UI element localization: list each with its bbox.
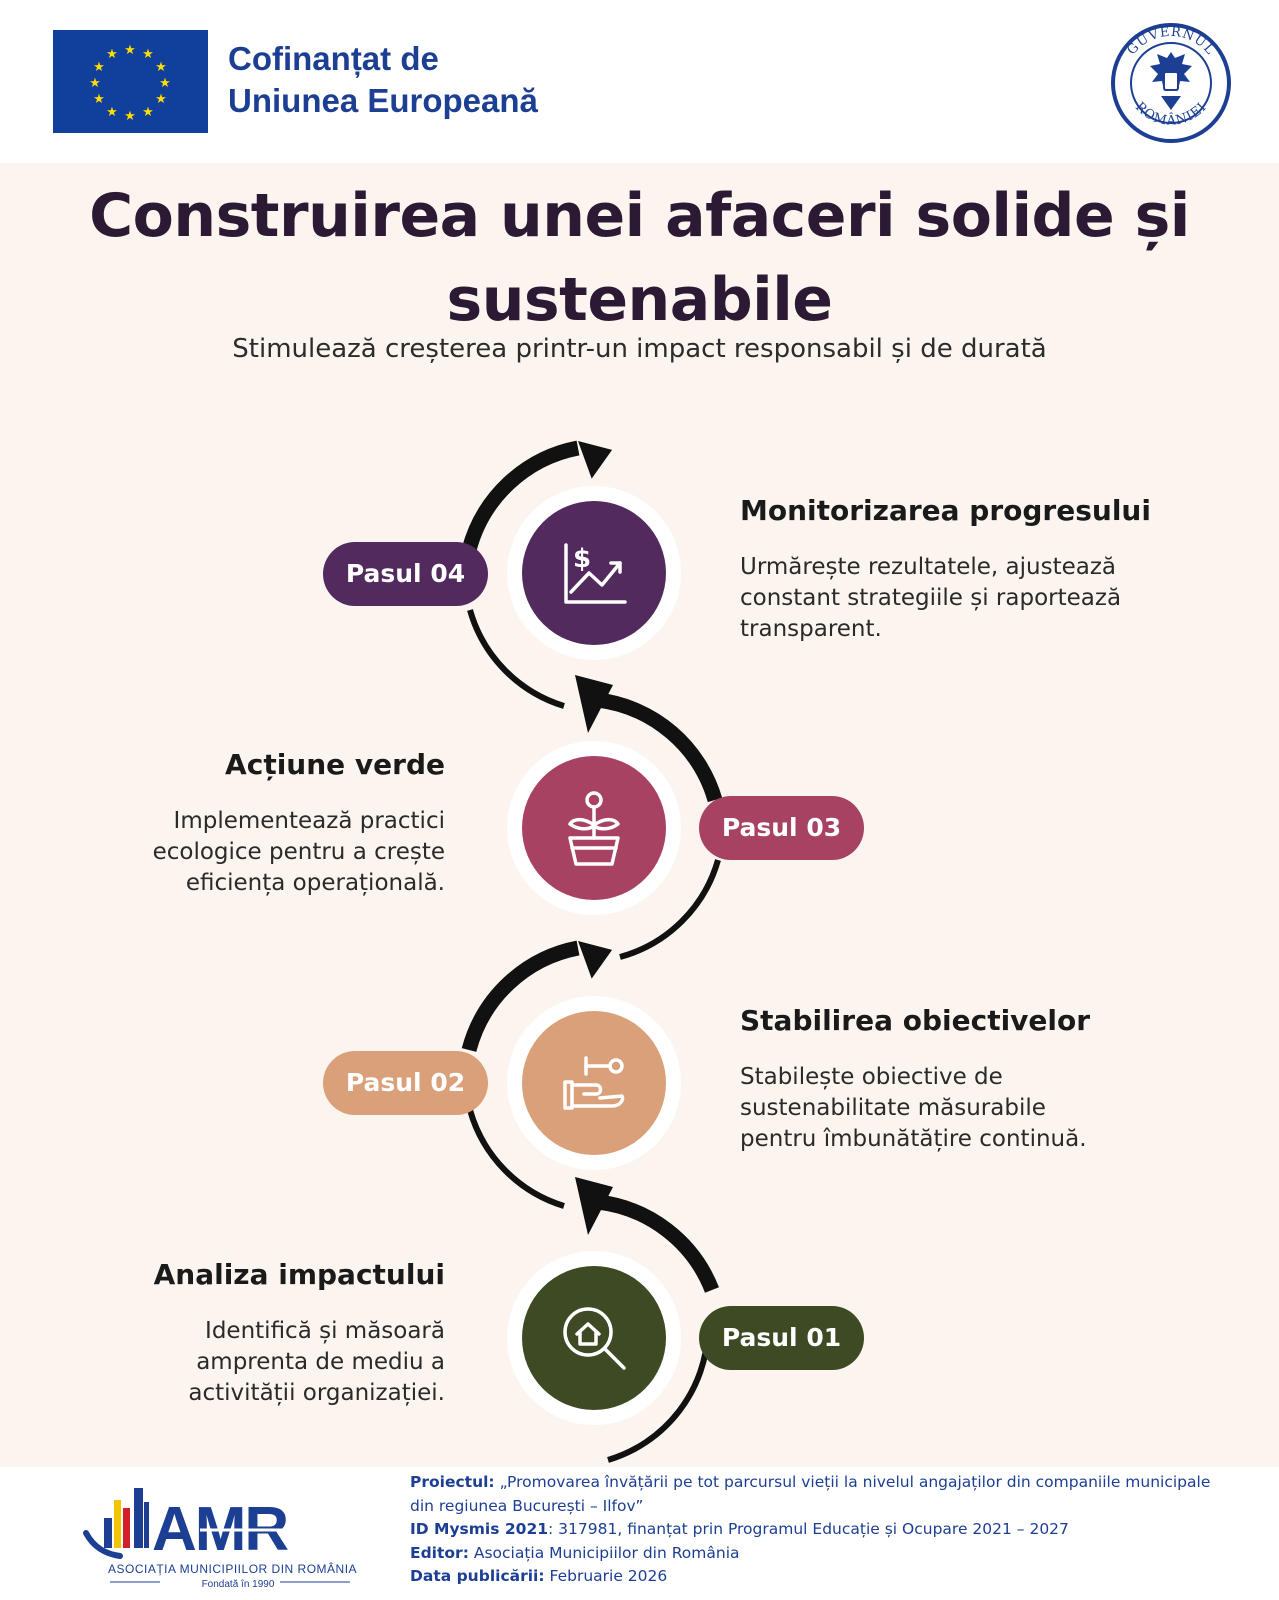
date-label: Data publicării: bbox=[410, 1567, 545, 1585]
step-1-desc-line: activității organizației. bbox=[188, 1380, 445, 1406]
svg-text:★: ★ bbox=[93, 92, 105, 107]
step-3-desc-line: eficiența operațională. bbox=[185, 870, 445, 896]
amr-founded: Fondată în 1990 bbox=[201, 1579, 275, 1590]
svg-text:★: ★ bbox=[142, 47, 154, 62]
date-line bbox=[410, 1565, 1250, 1589]
step-2-desc-line: sustenabilitate măsurabile bbox=[740, 1095, 1046, 1121]
step-1-description bbox=[100, 1316, 445, 1409]
eu-line-1: Cofinanțat de bbox=[228, 40, 439, 77]
editor-label: Editor: bbox=[410, 1543, 469, 1562]
svg-text:★: ★ bbox=[155, 60, 167, 75]
step-3-description bbox=[100, 806, 445, 899]
step-2-description bbox=[740, 1062, 1160, 1155]
project-line-2: din regiunea București – Ilfov” bbox=[410, 1496, 644, 1515]
step-4-title: Monitorizarea progresului bbox=[740, 494, 1151, 527]
svg-text:★: ★ bbox=[93, 60, 105, 75]
step-4-desc-line: constant strategiile și raportează bbox=[740, 585, 1122, 611]
editor-text: Asociația Municipiilor din România bbox=[473, 1543, 740, 1562]
step-2-title: Stabilirea obiectivelor bbox=[740, 1004, 1091, 1037]
step-4-pill: Pasul 04 bbox=[323, 542, 488, 606]
project-label: Proiectul: bbox=[410, 1473, 495, 1491]
mysmis-line bbox=[410, 1518, 1250, 1542]
seal-top-text: GUVERNUL bbox=[1124, 24, 1218, 59]
svg-text:★: ★ bbox=[106, 105, 118, 120]
title-line-2: sustenabile bbox=[446, 265, 833, 335]
svg-text:★: ★ bbox=[159, 76, 171, 91]
step-3-desc-line: Implementează practici bbox=[173, 808, 445, 834]
amr-full-name: ASOCIAȚIA MUNICIPIILOR DIN ROMÂNIA bbox=[108, 1562, 358, 1576]
step-2-pill: Pasul 02 bbox=[323, 1051, 488, 1115]
date-text: Februarie 2026 bbox=[549, 1567, 668, 1585]
svg-text:★: ★ bbox=[89, 76, 101, 91]
step-3-title: Acțiune verde bbox=[225, 748, 445, 781]
subtitle: Stimulează creșterea printr-un impact responsabil și de durată bbox=[232, 334, 1047, 364]
step-3-pill: Pasul 03 bbox=[699, 796, 864, 860]
step-2-desc-line: pentru îmbunătățire continuă. bbox=[740, 1126, 1087, 1152]
editor-line bbox=[410, 1542, 1250, 1566]
mysmis-text: : 317981, finanțat prin Programul Educație și Ocupare 2021 – 2027 bbox=[548, 1520, 1069, 1538]
svg-text:★: ★ bbox=[124, 43, 136, 58]
eu-line-2: Uniunea Europeană bbox=[228, 82, 538, 119]
project-info bbox=[410, 1471, 1250, 1589]
step-1-desc-line: amprenta de mediu a bbox=[196, 1349, 445, 1375]
svg-text:AMR: AMR bbox=[152, 1495, 288, 1564]
svg-text:★: ★ bbox=[155, 92, 167, 107]
seal-bottom-text: ROMÂNIEI bbox=[1132, 99, 1210, 129]
arrowhead-step4 bbox=[578, 431, 619, 479]
step-1-desc-line: Identifică și măsoară bbox=[205, 1318, 445, 1344]
step-3-circle bbox=[507, 741, 681, 915]
svg-text:$: $ bbox=[572, 544, 592, 574]
step-4-circle bbox=[507, 486, 681, 660]
step-2-circle bbox=[507, 996, 681, 1170]
step-1-pill: Pasul 01 bbox=[699, 1306, 864, 1370]
project-text: „Promovarea învățării pe tot parcursul vieții la nivelul angajaților din companiile municipale bbox=[499, 1473, 1211, 1491]
step-1-circle bbox=[507, 1251, 681, 1425]
svg-text:★: ★ bbox=[106, 47, 118, 62]
title-line-1: Construirea unei afaceri solide și bbox=[89, 181, 1190, 251]
step-3-desc-line: ecologice pentru a crește bbox=[152, 839, 445, 865]
svg-text:★: ★ bbox=[142, 105, 154, 120]
arrowhead-step2 bbox=[578, 931, 619, 979]
mysmis-label: ID Mysmis 2021 bbox=[410, 1520, 549, 1538]
project-line bbox=[410, 1471, 1250, 1495]
step-4-desc-line: Urmărește rezultatele, ajustează bbox=[740, 554, 1117, 580]
step-1-title: Analiza impactului bbox=[153, 1258, 445, 1291]
step-2-desc-line: Stabilește obiective de bbox=[740, 1064, 1003, 1090]
step-4-description bbox=[740, 552, 1160, 645]
step-4-desc-line: transparent. bbox=[740, 616, 882, 642]
svg-text:★: ★ bbox=[124, 109, 136, 124]
